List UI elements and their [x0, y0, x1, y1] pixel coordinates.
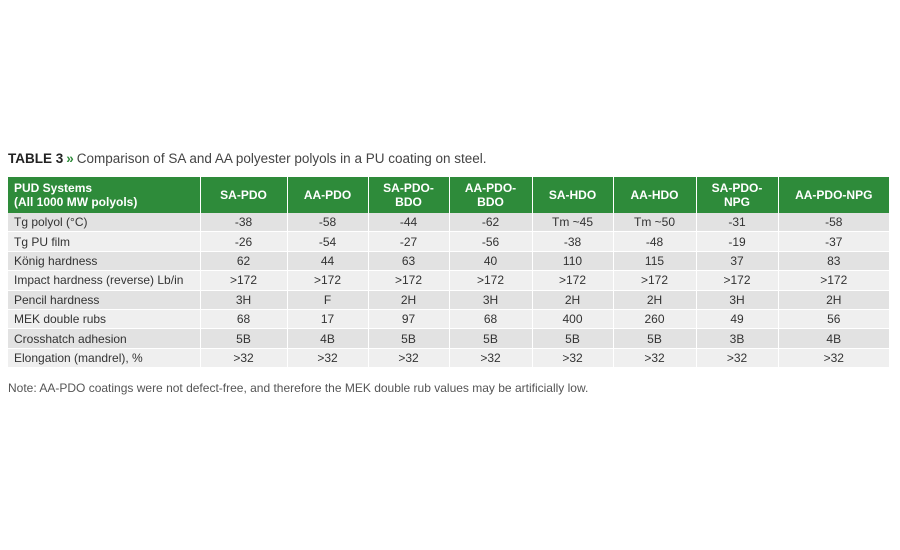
table-cell: >172 — [696, 271, 778, 290]
table-cell: 40 — [449, 251, 532, 270]
row-label: Impact hardness (reverse) Lb/in — [8, 271, 200, 290]
row-label: König hardness — [8, 251, 200, 270]
table-cell: >172 — [287, 271, 368, 290]
table-row — [8, 251, 889, 270]
table-cell: >32 — [696, 348, 778, 367]
table-cell: 260 — [613, 309, 696, 328]
table-cell: 3H — [449, 290, 532, 309]
header-line-1: PUD Systems — [14, 181, 93, 195]
table-cell: 5B — [368, 329, 449, 348]
table-cell: 62 — [200, 251, 287, 270]
table-cell: 56 — [778, 309, 889, 328]
table-cell: -54 — [287, 232, 368, 251]
table-note: Note: AA-PDO coatings were not defect-free, and therefore the MEK double rub values may be artificially low. — [8, 381, 589, 395]
table-row — [8, 309, 889, 328]
table-cell: 5B — [613, 329, 696, 348]
table-cell: -27 — [368, 232, 449, 251]
table-cell: >172 — [449, 271, 532, 290]
table-caption — [8, 151, 487, 166]
table-cell: >32 — [613, 348, 696, 367]
table-cell: 63 — [368, 251, 449, 270]
header-col: AA-PDO-NPG — [778, 177, 889, 213]
table-cell: 5B — [449, 329, 532, 348]
table-cell: >32 — [200, 348, 287, 367]
row-label: Pencil hardness — [8, 290, 200, 309]
table-number: TABLE 3 — [8, 151, 64, 166]
table-cell: -19 — [696, 232, 778, 251]
table-row — [8, 329, 889, 348]
table-cell: >32 — [287, 348, 368, 367]
table-cell: 3H — [200, 290, 287, 309]
row-label: MEK double rubs — [8, 309, 200, 328]
row-label: Tg PU film — [8, 232, 200, 251]
table-row — [8, 232, 889, 251]
header-col: SA-PDO-BDO — [368, 177, 449, 213]
table-cell: 115 — [613, 251, 696, 270]
table-cell: 4B — [778, 329, 889, 348]
table-row — [8, 348, 889, 367]
table-cell: 400 — [532, 309, 613, 328]
table-cell: 3B — [696, 329, 778, 348]
table-cell: -37 — [778, 232, 889, 251]
caption-text: Comparison of SA and AA polyester polyols in a PU coating on steel. — [76, 151, 487, 166]
table-row — [8, 213, 889, 232]
table-cell: -48 — [613, 232, 696, 251]
table-cell: -56 — [449, 232, 532, 251]
table-cell: -44 — [368, 213, 449, 232]
table-cell: -38 — [532, 232, 613, 251]
table-cell: >172 — [778, 271, 889, 290]
header-col: SA-PDO — [200, 177, 287, 213]
table-cell: -58 — [778, 213, 889, 232]
table-row — [8, 290, 889, 309]
caption-separator: » — [66, 151, 74, 166]
table-cell: 2H — [613, 290, 696, 309]
table-cell: 5B — [532, 329, 613, 348]
table-cell: Tm ~50 — [613, 213, 696, 232]
table-cell: 44 — [287, 251, 368, 270]
table-cell: -62 — [449, 213, 532, 232]
table-cell: 97 — [368, 309, 449, 328]
table-cell: 2H — [778, 290, 889, 309]
header-col: AA-PDO — [287, 177, 368, 213]
table-cell: >172 — [200, 271, 287, 290]
table-cell: >172 — [613, 271, 696, 290]
table-cell: >32 — [778, 348, 889, 367]
table-cell: -38 — [200, 213, 287, 232]
table-cell: 68 — [449, 309, 532, 328]
table-cell: -31 — [696, 213, 778, 232]
header-col: SA-HDO — [532, 177, 613, 213]
table-cell: -58 — [287, 213, 368, 232]
table-cell: >32 — [449, 348, 532, 367]
table-cell: 49 — [696, 309, 778, 328]
header-col: AA-PDO-BDO — [449, 177, 532, 213]
comparison-table — [8, 177, 889, 368]
row-label: Elongation (mandrel), % — [8, 348, 200, 367]
header-line-2: (All 1000 MW polyols) — [14, 195, 138, 209]
table-cell: 2H — [368, 290, 449, 309]
table-cell: >32 — [532, 348, 613, 367]
table-cell: >172 — [532, 271, 613, 290]
table-cell: Tm ~45 — [532, 213, 613, 232]
table-cell: >32 — [368, 348, 449, 367]
table-row — [8, 271, 889, 290]
table-cell: F — [287, 290, 368, 309]
table-cell: >172 — [368, 271, 449, 290]
header-col: AA-HDO — [613, 177, 696, 213]
table-cell: 68 — [200, 309, 287, 328]
table-cell: 2H — [532, 290, 613, 309]
header-pud-systems — [8, 177, 200, 213]
table-cell: 37 — [696, 251, 778, 270]
row-label: Crosshatch adhesion — [8, 329, 200, 348]
row-label: Tg polyol (°C) — [8, 213, 200, 232]
table-cell: 17 — [287, 309, 368, 328]
header-row — [8, 177, 889, 213]
table-cell: -26 — [200, 232, 287, 251]
table-cell: 3H — [696, 290, 778, 309]
table-cell: 5B — [200, 329, 287, 348]
table-cell: 83 — [778, 251, 889, 270]
header-col: SA-PDO-NPG — [696, 177, 778, 213]
table-cell: 4B — [287, 329, 368, 348]
table-cell: 110 — [532, 251, 613, 270]
